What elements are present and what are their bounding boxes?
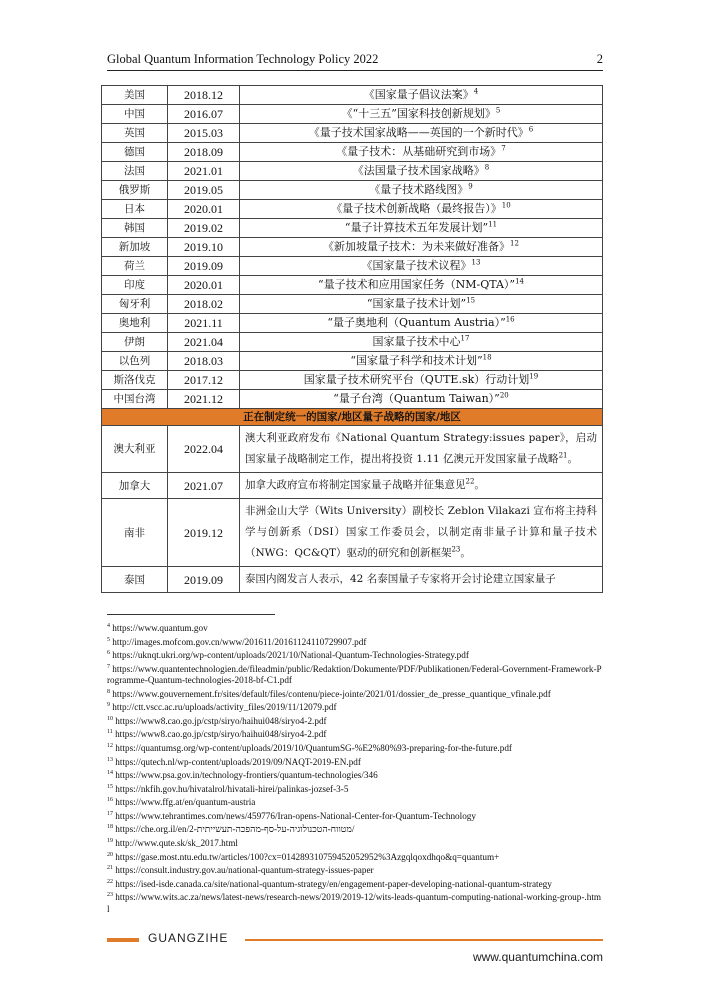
footnote-number: 4 [107,623,110,629]
footnote-number: 17 [107,810,113,817]
country-cell: 中国 [102,105,168,124]
footnote-ref[interactable]: 13 [471,258,481,267]
footnote [107,795,603,809]
country-cell: 美国 [102,86,168,105]
footnote-ref[interactable]: 11 [488,220,498,229]
footnote-url[interactable]: https://www.gouvernement.fr/sites/default/files/contenu/piece-jointe/2021/01/dossier_de_presse_quantique_vfinale.pdf [112,688,551,699]
footnote [107,727,603,741]
table-row [102,257,603,276]
footnote-url[interactable]: https://www.ffg.at/en/quantum-austria [115,797,256,808]
date-cell: 2022.04 [168,426,240,473]
policy-name: 《量子技术：从基础研究到市场》 [336,145,502,158]
description-end: 。 [474,479,485,491]
footnote-ref[interactable]: 18 [482,353,492,362]
footnote [107,809,603,823]
footnotes [107,621,603,915]
policy-cell [240,105,603,124]
footnote [107,755,603,769]
footnote [107,648,603,662]
footnote-url[interactable]: https://www8.cao.go.jp/cstp/siryo/haihui048/siryo4-2.pdf [115,715,327,726]
policy-cell [240,352,603,371]
description-text: 澳大利亚政府发布《National Quantum Strategy:issues paper》，启动国家量子战略制定工作，提出将投资 1.11 亿澳元开发国家量子战略 [245,432,597,465]
footnote-number: 22 [107,878,113,885]
policy-cell [240,333,603,352]
footnote-number: 13 [107,756,113,763]
policy-name: “量子台湾（Quantum Taiwan）” [333,392,500,405]
date-cell: 2021.12 [168,390,240,409]
policy-cell [240,200,603,219]
description-cell [240,473,603,499]
policy-name: 《国家量子倡议法案》 [363,88,474,101]
footnote-number: 20 [107,851,113,858]
footnote-number: 6 [107,650,110,657]
page-number: 2 [596,52,603,66]
table-row [102,200,603,219]
footnote-number: 12 [107,743,113,749]
footnote-url[interactable]: http://ctt.vscc.ac.ru/uploads/activity_files/2019/11/12079.pdf [112,702,337,713]
policy-cell [240,86,603,105]
footnote-number: 15 [107,783,113,790]
policy-cell [240,181,603,200]
document-title: Global Quantum Information Technology Policy 2022 [107,52,379,66]
footnote-ref[interactable]: 7 [501,144,506,153]
footnote [107,621,603,635]
date-cell: 2021.07 [168,473,240,499]
country-cell: 中国台湾 [102,390,168,409]
date-cell: 2018.09 [168,143,240,162]
footnote-ref[interactable]: 20 [499,391,509,400]
date-cell: 2018.12 [168,86,240,105]
policy-name: 《量子技术国家战略——英国的一个新时代》 [308,126,529,139]
country-cell: 加拿大 [102,473,168,499]
country-cell: 澳大利亚 [102,426,168,473]
footnote-url[interactable]: https://qutech.nl/wp-content/uploads/2019/09/NAQT-2019-EN.pdf [115,756,361,767]
footnote-url[interactable]: https://www8.cao.go.jp/cstp/siryo/haihui048/siryo4-2.pdf [115,729,327,740]
footnote-number: 19 [107,837,113,844]
policy-table [101,85,603,593]
footnote-url[interactable]: https://www.quantum.gov [112,623,208,634]
footnote-url[interactable]: http://images.mofcom.gov.cn/www/201611/20161124110729907.pdf [112,636,367,647]
policy-cell [240,314,603,333]
policy-name: 《国家量子技术议程》 [361,259,472,272]
footnote [107,782,603,796]
footnote-number: 14 [107,770,113,777]
policy-name: 国家量子技术研究平台（QUTE.sk）行动计划 [303,373,530,386]
table-row [102,238,603,257]
country-cell: 荷兰 [102,257,168,276]
country-cell: 泰国 [102,567,168,593]
table-row [102,105,603,124]
footnote-number: 16 [107,797,113,804]
country-cell: 伊朗 [102,333,168,352]
country-cell: 俄罗斯 [102,181,168,200]
footnote [107,768,603,782]
policy-cell [240,219,603,238]
description-text: 泰国内阁发言人表示，42 名泰国量子专家将开会讨论建立国家量子 [245,573,556,585]
footnote-ref[interactable]: 5 [495,106,501,115]
policy-name: “量子技术和应用国家任务（NM-QTA）” [318,278,516,291]
table-row [102,499,603,567]
policy-name: “量子奥地利（Quantum Austria）” [327,316,506,329]
policy-name: 《新加坡量子技术：为未来做好准备》 [323,240,511,253]
country-cell: 新加坡 [102,238,168,257]
date-cell: 2019.12 [168,499,240,567]
footnote-ref[interactable]: 10 [501,201,511,210]
table-row [102,276,603,295]
table-row [102,352,603,371]
footnote [107,836,603,850]
footnote [107,822,603,836]
table-row [102,143,603,162]
footnote-url[interactable]: https://www.wits.ac.za/news/latest-news/research-news/2019/2019-12/wits-leads-quantum-computing-national-working-group-.html [107,892,602,914]
date-cell: 2019.09 [168,257,240,276]
country-cell: 匈牙利 [102,295,168,314]
country-cell: 奥地利 [102,314,168,333]
footnote-ref[interactable]: 4 [473,87,479,96]
footnote-ref[interactable]: 6 [528,125,534,134]
footnote-ref[interactable]: 12 [510,239,519,248]
footnote-number: 8 [107,688,110,695]
country-cell: 南非 [102,499,168,567]
policy-cell [240,371,603,390]
footnote [107,877,603,891]
policy-cell [240,238,603,257]
brand-accent-line [245,939,603,941]
footnote-ref[interactable]: 15 [466,296,476,305]
policy-name: 《“十三五”国家科技创新规划》 [341,107,496,120]
footnote-url[interactable]: https://www.quantentechnologien.de/fileadmin/public/Redaktion/Dokumente/PDF/Publikationen/Federal-Government-Framework-Programme-Quantum-technologies-2018-bf-C1.pdf [107,663,602,686]
country-cell: 法国 [102,162,168,181]
table-row [102,181,603,200]
section-title: 正在制定统一的国家/地区量子战略的国家/地区 [102,409,603,426]
footnote [107,700,603,714]
website-link[interactable]: www.quantumchina.com [472,950,603,964]
footnote-ref[interactable]: 19 [529,372,539,381]
footnote-number: 23 [107,892,113,899]
table-row [102,371,603,390]
footnote [107,714,603,728]
policy-name: “量子计算技术五年发展计划” [344,221,489,234]
date-cell: 2019.02 [168,219,240,238]
country-cell: 以色列 [102,352,168,371]
footnote-url[interactable]: https://www.psa.gov.in/technology-frontiers/quantum-technologies/346 [115,770,378,781]
footnote-number: 21 [107,865,113,872]
footnote-ref[interactable]: 22 [465,477,475,486]
date-cell: 2020.01 [168,276,240,295]
footnote [107,741,603,755]
country-cell: 德国 [102,143,168,162]
description-end: 。 [460,547,471,559]
footnote-url[interactable]: https://nkfih.gov.hu/hivatalrol/hivatali-hirei/palinkas-jozsef-3-5 [115,783,349,794]
footnote-number: 11 [107,729,113,736]
policy-cell [240,124,603,143]
brand-name: GUANGZIHE [148,931,229,945]
policy-cell [240,162,603,181]
policy-name: 《法国量子技术国家战略》 [352,164,485,177]
footnote-ref[interactable]: 9 [468,182,473,191]
date-cell: 2021.01 [168,162,240,181]
table-row [102,124,603,143]
footnote-ref[interactable]: 8 [484,163,490,172]
date-cell: 2018.03 [168,352,240,371]
date-cell: 2019.10 [168,238,240,257]
policy-cell [240,257,603,276]
policy-name: “国家量子科学和技术计划” [350,354,483,367]
date-cell: 2020.01 [168,200,240,219]
date-cell: 2016.07 [168,105,240,124]
country-cell: 英国 [102,124,168,143]
date-cell: 2019.05 [168,181,240,200]
footnote [107,687,603,701]
policy-cell [240,276,603,295]
footnote-ref[interactable]: 23 [451,545,461,554]
footnote-url[interactable]: https://www.tehrantimes.com/news/459776/Iran-opens-National-Center-for-Quantum-Technology [115,810,476,821]
country-cell: 斯洛伐克 [102,371,168,390]
footnote-number: 18 [107,824,113,831]
footnote-divider [107,614,275,615]
policy-name: 国家量子技术中心 [372,335,461,348]
footnote [107,662,603,687]
drafting-rows [102,426,603,593]
date-cell: 2021.04 [168,333,240,352]
footnote [107,635,603,649]
footnote-ref[interactable]: 14 [515,277,524,286]
policy-name: “国家量子技术计划” [366,297,467,310]
footnote-url[interactable]: https://consult.industry.gov.au/national-quantum-strategy-issues-paper [115,865,374,876]
description-cell [240,426,603,473]
footnote-url[interactable]: http://www.qute.sk/sk_2017.html [115,838,238,848]
footnote [107,890,603,915]
footnote-number: 7 [107,663,110,670]
footnote-url[interactable]: https://quantumsg.org/wp-content/uploads/2019/10/QuantumSG-%E2%80%93-preparing-for-the-future.pdf [115,743,512,754]
description-cell [240,567,603,593]
footnote-number: 10 [107,715,113,722]
footnote-url[interactable]: https://uknqt.ukri.org/wp-content/uploads/2021/10/National-Quantum-Technologies-Strategy.pdf [112,650,469,661]
country-cell: 日本 [102,200,168,219]
footnote-url[interactable]: https://che.org.il/en/מטווח-הטכנולוגיה-על-סף-מהפכה-תעשייתית-2/ [115,824,355,835]
table-row [102,314,603,333]
footnote-url[interactable]: https://ised-isde.canada.ca/site/national-quantum-strategy/en/engagement-paper-developing-national-quantum-strategy [115,878,552,889]
table-row [102,86,603,105]
description-text: 非洲金山大学（Wits University）副校长 Zeblon Vilakazi 宣布将主持科学与创新系（DSI）国家工作委员会，以制定南非量子计算和量子技术（NWG：QC&QT）驱动的研究和创新框架 [245,505,597,559]
date-cell: 2015.03 [168,124,240,143]
table-row [102,567,603,593]
table-row [102,426,603,473]
footnote [107,850,603,864]
date-cell: 2017.12 [168,371,240,390]
strategy-rows [102,86,603,409]
description-text: 加拿大政府宣布将制定国家量子战略并征集意见 [245,479,466,491]
footnote-ref[interactable]: 17 [460,334,470,343]
footnote-ref[interactable]: 16 [505,315,515,324]
footnote [107,863,603,877]
page-header [107,52,603,71]
footnote-number: 9 [107,702,110,709]
country-cell: 韩国 [102,219,168,238]
date-cell: 2018.02 [168,295,240,314]
description-cell [240,499,603,567]
table-row [102,295,603,314]
description-end: 。 [567,453,578,465]
table-row [102,390,603,409]
country-cell: 印度 [102,276,168,295]
policy-cell [240,295,603,314]
footnote-url[interactable]: https://gase.most.ntu.edu.tw/articles/100?cx=014289310759452052952%3Azgqlqoxdhqo&q=quantum+ [115,851,500,862]
table-row [102,473,603,499]
date-cell: 2021.11 [168,314,240,333]
policy-cell [240,390,603,409]
footnote-number: 5 [107,636,110,643]
policy-name: 《量子技术路线图》 [369,183,469,196]
policy-cell [240,143,603,162]
table-row [102,162,603,181]
policy-name: 《量子技术创新战略（最终报告）》 [331,202,502,215]
table-row [102,219,603,238]
table-row [102,333,603,352]
section-header-row [102,409,603,426]
brand-accent-bar [107,938,139,942]
footnote-ref[interactable]: 21 [558,451,568,460]
date-cell: 2019.09 [168,567,240,593]
